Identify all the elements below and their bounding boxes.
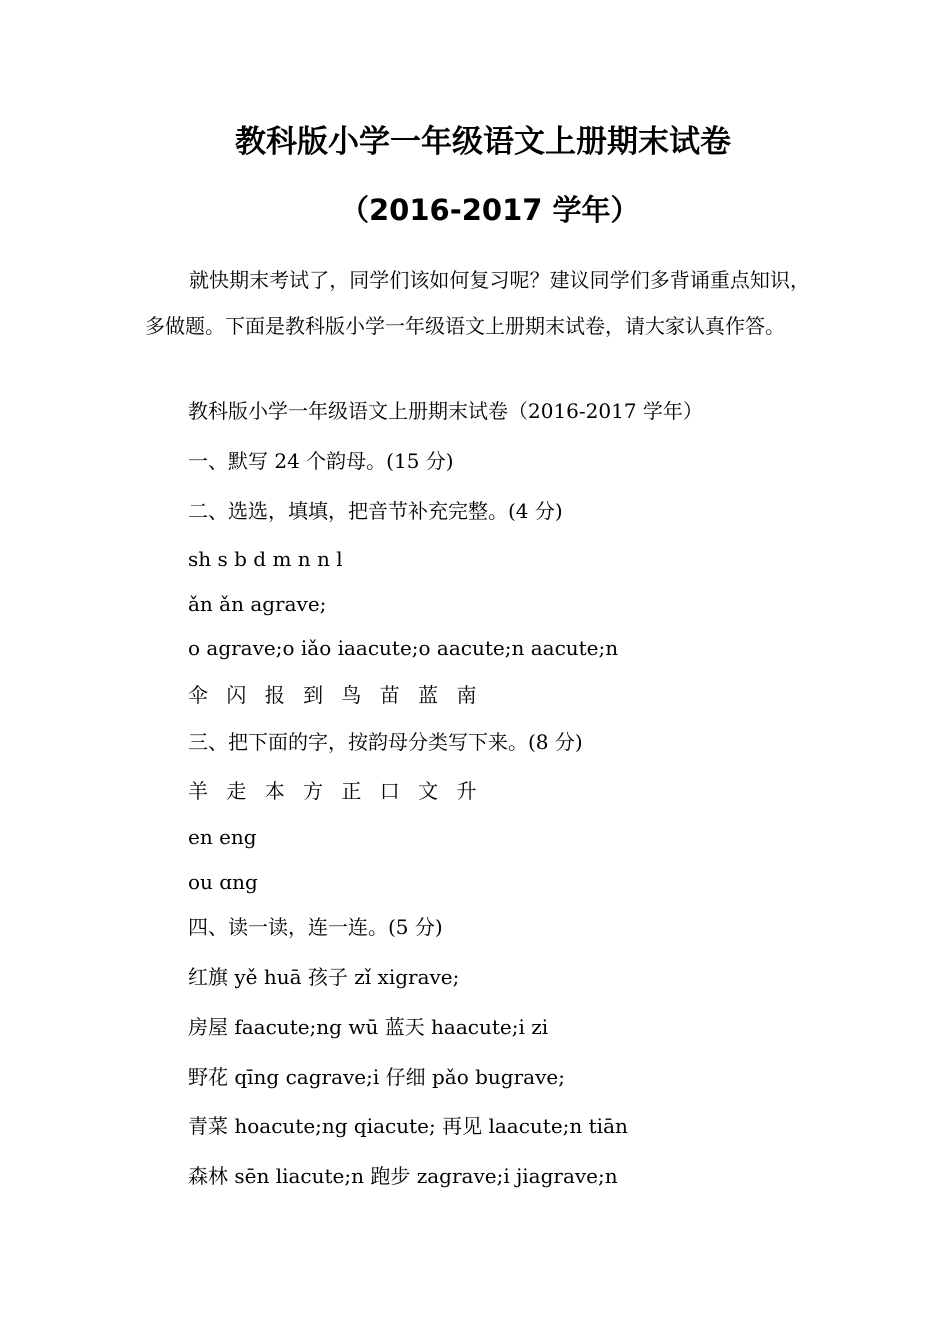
match-row-2: 房屋 faacute;ng wū 蓝天 haacute;i zi: [188, 1015, 549, 1039]
initials-line: sh s b d m n n l: [188, 547, 343, 571]
exam-heading-line: 教科版小学一年级语文上册期末试卷（2016-2017 学年）: [188, 399, 703, 423]
section-four-heading: 四、读一读，连一连。(5 分): [188, 915, 443, 939]
match-row-1: 红旗 yě huā 孩子 zǐ xigrave;: [188, 965, 460, 989]
document-title: 教科版小学一年级语文上册期末试卷: [235, 124, 731, 160]
match-row-5: 森林 sēn liacute;n 跑步 zagrave;i jiagrave;n: [188, 1164, 618, 1188]
match-row-3: 野花 qīng cagrave;i 仔细 pǎo bugrave;: [188, 1065, 565, 1089]
section-one-heading: 一、默写 24 个韵母。(15 分): [188, 449, 454, 473]
pinyin-line-1: ǎn ǎn agrave;: [188, 592, 327, 616]
characters-line-1: 伞 闪 报 到 鸟 苗 蓝 南: [188, 683, 483, 707]
finals-line-1: en eng: [188, 825, 257, 849]
match-row-4: 青菜 hoacute;ng qiacute; 再见 laacute;n tiān: [188, 1114, 628, 1138]
characters-line-2: 羊 走 本 方 正 口 文 升: [188, 779, 483, 803]
pinyin-line-2: o agrave;o iǎo iaacute;o aacute;n aacute;n: [188, 636, 619, 660]
finals-line-2: ou ɑng: [188, 870, 258, 894]
section-two-heading: 二、选选，填填，把音节补充完整。(4 分): [188, 499, 563, 523]
section-three-heading: 三、把下面的字，按韵母分类写下来。(8 分): [188, 730, 583, 754]
intro-paragraph: 就快期末考试了，同学们该如何复习呢？建议同学们多背诵重点知识，多做题。下面是教科版小学一年级语文上册期末试卷，请大家认真作答。: [145, 268, 810, 338]
document-subtitle: （2016-2017 学年）: [340, 193, 640, 227]
